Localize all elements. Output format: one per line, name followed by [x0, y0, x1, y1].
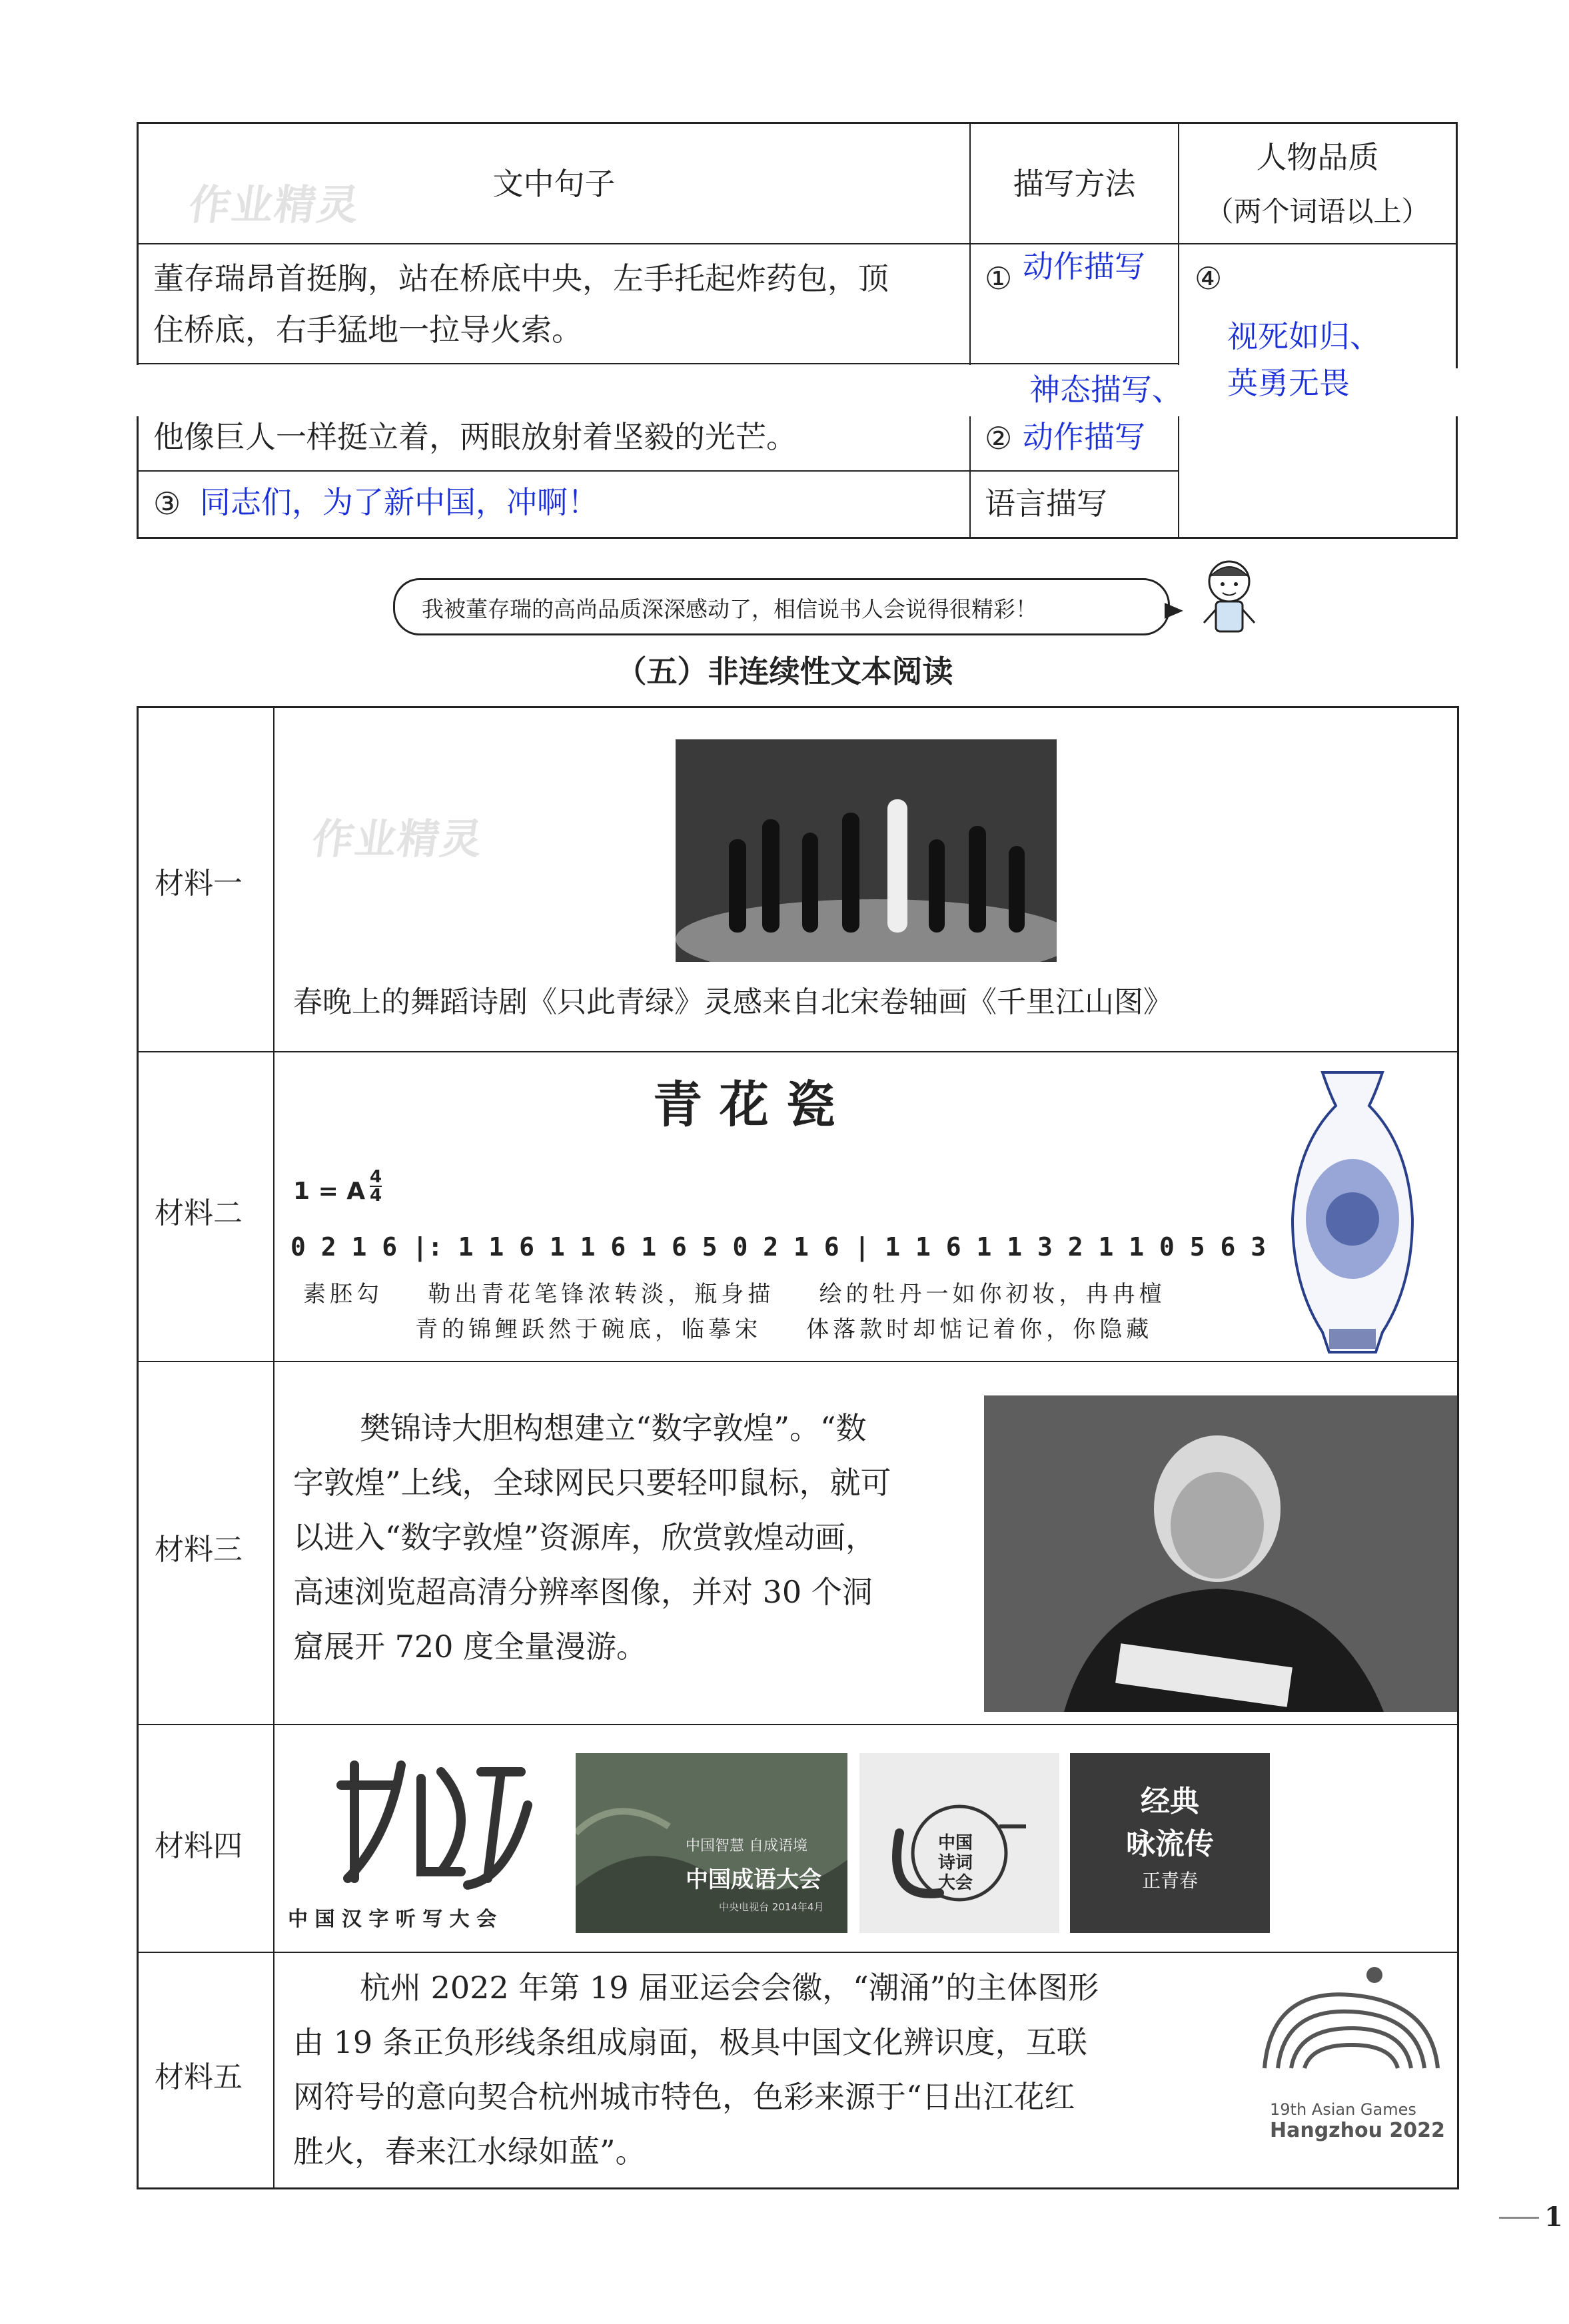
row1-quality-number: ④ [1195, 260, 1223, 296]
emblem-caption-line2: Hangzhou 2022 [1270, 2119, 1445, 2142]
material5-text-line1: 杭州 2022 年第 19 届亚运会会徽，“潮涌”的主体图形 [360, 1970, 1099, 2006]
classics-chant-line3: 正青春 [1141, 1870, 1198, 1892]
material3-label: 材料三 [155, 1533, 243, 1567]
material5-label: 材料五 [155, 2060, 243, 2094]
hanzi-dictation-caption: 中 国 汉 字 听 写 大 会 [288, 1908, 497, 1931]
material1-label: 材料一 [155, 867, 243, 901]
material5-text-line4: 胜火，春来江水绿如蓝”。 [293, 2133, 646, 2169]
emblem-caption-line1: 19th Asian Games [1270, 2100, 1416, 2119]
speech-bubble-text: 我被董存瑞的高尚品质深深感动了，相信说书人会说得很精彩！ [422, 596, 1037, 622]
material3-text-line5: 窟展开 720 度全量漫游。 [293, 1629, 648, 1665]
time-signature [370, 1168, 382, 1204]
row3-sentence-answer: 同志们，为了新中国，冲啊！ [200, 484, 598, 520]
row2-method-number: ② [985, 420, 1013, 456]
dance-performance-photo [676, 739, 1057, 962]
time-signature-bottom: 4 [370, 1186, 382, 1206]
classics-chant-logo [1070, 1753, 1270, 1933]
row3-number: ③ [153, 486, 181, 522]
row2-method-answer: 动作描写 [1023, 419, 1145, 455]
poetry-conference-logo [859, 1753, 1059, 1933]
section-title: （五）非连续性文本阅读 [616, 653, 953, 689]
material2-label: 材料二 [155, 1196, 243, 1230]
idiom-poster-slogan: 中国智慧 自成语境 [686, 1838, 807, 1854]
material3-text-line4: 高速浏览超高清分辨率图像，并对 30 个洞 [293, 1574, 873, 1610]
row1-method-number: ① [985, 260, 1013, 296]
song-title: 青 花 瓷 [653, 1076, 835, 1134]
row1-method-answer: 动作描写 [1023, 248, 1145, 284]
song-notes: 0 2 1 6 |: 1 1 6 1 1 6 1 6 5 0 2 1 6 | 1 1 6 1 1 3 2 1 1 0 5 6 3 [290, 1232, 1267, 1262]
material3-text-line2: 字敦煌”上线，全球网民只要轻叩鼠标，就可 [293, 1465, 891, 1501]
song-key: 1 = A [293, 1178, 366, 1205]
hanzi-dictation-logo [288, 1745, 568, 1938]
portrait-photo [984, 1395, 1457, 1712]
hangzhou-asian-games-emblem [1251, 1955, 1451, 2141]
row2-sentence: 他像巨人一样挺立着，两眼放射着坚毅的光芒。 [153, 419, 797, 455]
idiom-conference-poster [576, 1753, 847, 1933]
page-number: 1 [1544, 2201, 1563, 2233]
idiom-poster-date: 中央电视台 2014年4月 [719, 1901, 824, 1913]
material5-text-line2: 由 19 条正负形线条组成扇面，极具中国文化辨识度，互联 [293, 2024, 1087, 2060]
row1-quality-answer-line1: 视死如归、 [1227, 318, 1380, 354]
row1-sentence-line2: 住桥底，右手猛地一拉导火索。 [153, 312, 582, 348]
header-quality-note: （两个词语以上） [1205, 195, 1430, 228]
header-quality: 人物品质 [1256, 139, 1379, 175]
material4-label: 材料四 [155, 1829, 243, 1863]
blue-white-vase-image [1276, 1066, 1429, 1359]
material3-text-line1: 樊锦诗大胆构想建立“数字敦煌”。“数 [360, 1410, 867, 1446]
row1-sentence-line1: 董存瑞昂首挺胸，站在桥底中央，左手托起炸药包，顶 [153, 260, 889, 296]
material3-text-line3: 以进入“数字敦煌”资源库，欣赏敦煌动画， [293, 1519, 877, 1555]
classics-chant-line2: 咏流传 [1126, 1827, 1214, 1861]
idiom-poster-title: 中国成语大会 [686, 1866, 821, 1893]
speech-bubble-tail [1165, 603, 1183, 619]
row2-method-answer-top: 神态描写、 [1029, 372, 1183, 408]
page-number-rule [1499, 2217, 1539, 2219]
watermark-text: 作业精灵 [186, 181, 364, 229]
poetry-conference-text: 中国诗词大会 [938, 1833, 973, 1893]
classics-chant-line1: 经典 [1141, 1784, 1199, 1818]
time-signature-top: 4 [370, 1167, 382, 1187]
speech-bubble [393, 578, 1170, 635]
row3-method: 语言描写 [985, 486, 1107, 522]
song-lyrics-line1: 素胚勾 勒出青花笔锋浓转淡，瓶身描 绘的牡丹一如你初妆，冉冉檀 [303, 1281, 1166, 1308]
watermark-text: 作业精灵 [309, 815, 487, 863]
material1-caption: 春晚上的舞蹈诗剧《只此青绿》灵感来自北宋卷轴画《千里江山图》 [293, 985, 1173, 1019]
material5-text-line3: 网符号的意向契合杭州城市特色，色彩来源于“日出江花红 [293, 2079, 1075, 2115]
song-lyrics-line2: 青的锦鲤跃然于碗底，临摹宋 体落款时却惦记着你，你隐藏 [303, 1316, 1153, 1343]
header-method: 描写方法 [1013, 166, 1136, 202]
boy-cartoon-icon [1196, 556, 1263, 643]
row1-quality-answer-line2: 英勇无畏 [1227, 365, 1350, 401]
header-sentence: 文中句子 [492, 166, 616, 202]
